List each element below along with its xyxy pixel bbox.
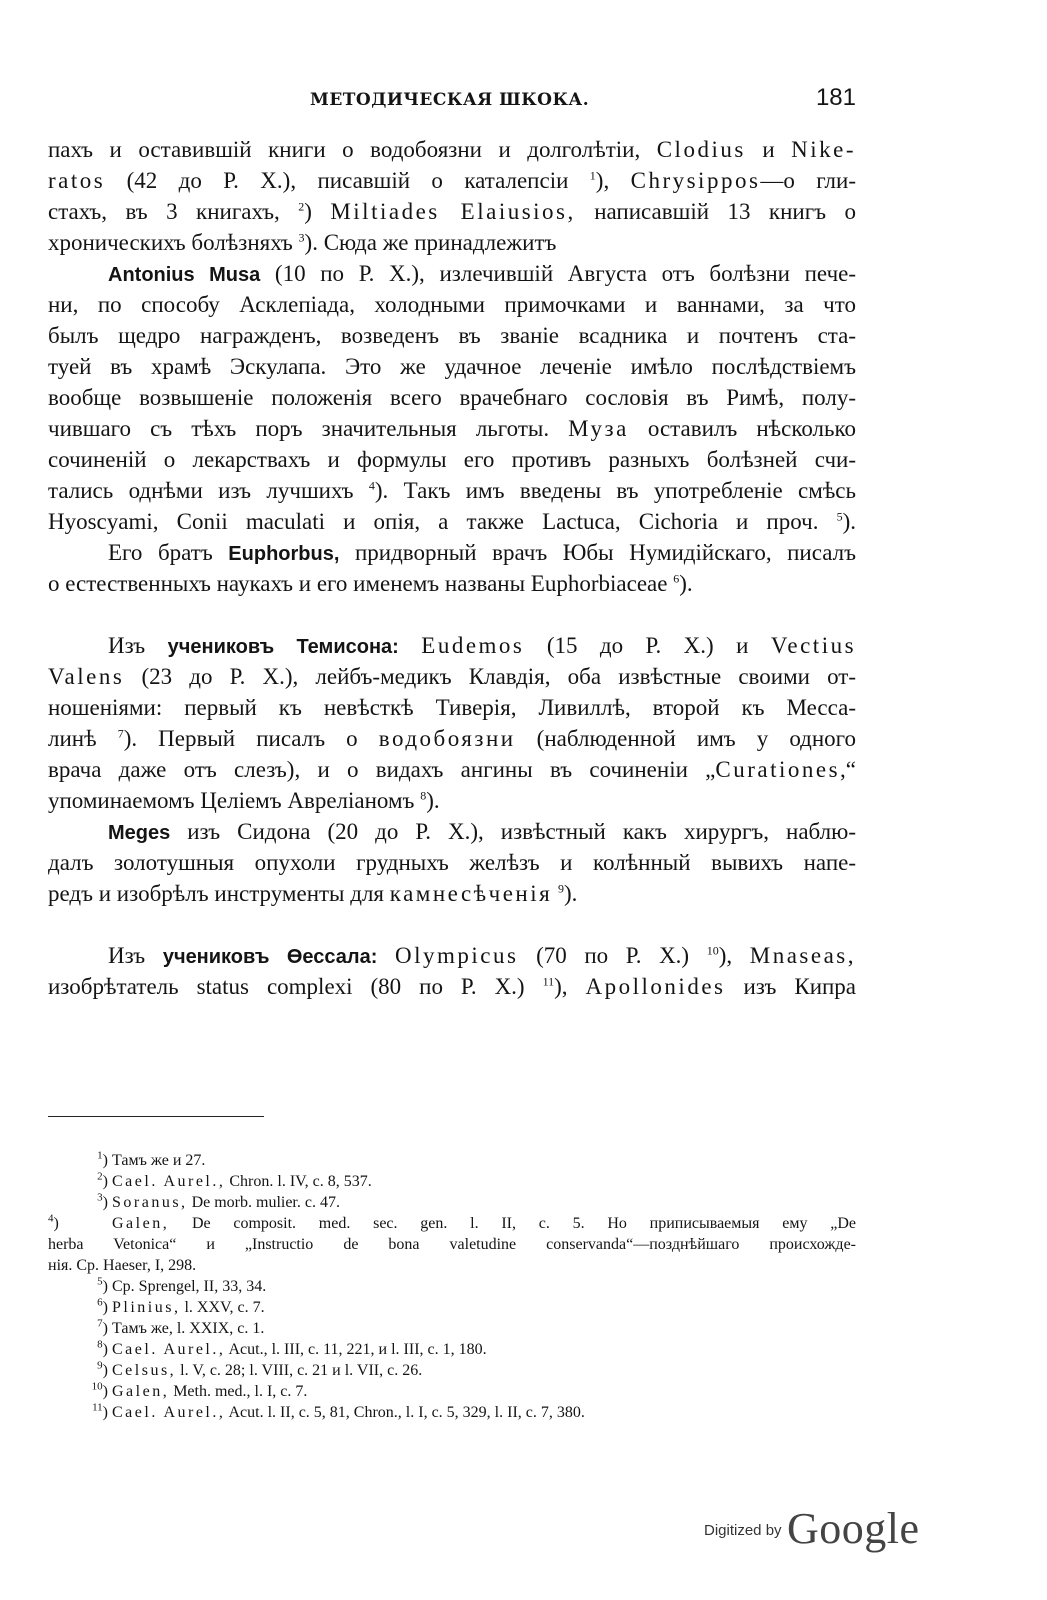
text-line: Meges изъ Сидона (20 до Р. X.), извѣстный какъ хирургъ, наблю- [108,819,856,844]
footnote-continuation: нія. Ср. Haeser, I, 298. [48,1257,197,1274]
text-line: линѣ $^7$). Первый писалъ о водобоязни (наблюденной имъ у одного [48,726,856,751]
paragraph-6 [48,940,856,1002]
text-line: Antonius Musa (10 по Р. X.), излечившій Августа отъ болѣзни пече- [108,261,856,286]
footnotes [48,1150,856,1423]
footnote: $^{11}$) Cael. Aurel., Acut. l. II, c. 5, 81, Chron., l. I, c. 5, 329, l. II, c. 7, 380. [92,1401,585,1421]
text-line: былъ щедро награжденъ, возведенъ въ званіе всадника и почтенъ ста- [48,323,856,348]
body-text [48,134,856,1002]
person-name: Antonius Musa [108,264,261,286]
footnote: $^4$) Galen, De composit. med. sec. gen. l. II, c. 5. Но приписываемыя ему „De [48,1212,857,1232]
paragraph-3 [48,537,856,599]
text-line: ratos (42 до Р. X.), писавшій о каталепсіи $^1$), Chrysippos—о гли- [48,168,856,193]
paragraph-1 [48,134,856,258]
text-line: о естественныхъ наукахъ и его именемъ названы Euphorbiaceae $^6$). [48,571,693,596]
google-logo: Google [787,1504,920,1553]
footnote-divider [48,1116,264,1117]
footnote: $^7$) Тамъ же, l. XXIX, c. 1. [97,1317,265,1337]
person-name: Euphorbus, [228,543,340,565]
running-title: МЕТОДИЧЕСКАЯ ШКОКА. [310,90,590,110]
text-line: Hyoscyami, Conii maculati и опія, а также Lactuca, Cichoria и проч. $^5$). [48,509,856,534]
text-line: ни, по способу Асклепіада, холодными примочками и ваннами, за что [48,292,856,317]
text-line: сочиненій о лекарствахъ и формулы его противъ разныхъ болѣзней счи- [48,447,856,472]
text-line: далъ золотушныя опухоли грудныхъ желѣзъ и колѣнный вывихъ напе- [48,850,856,875]
text-line: Его братъ Euphorbus, придворный врачъ Юбы Нумидійскаго, писалъ [108,540,856,565]
paragraph-4 [48,630,856,816]
text-line: врача даже отъ слезъ), и о видахъ ангины въ сочиненіи „Curationes,“ [48,757,856,782]
footnote: $^1$) Тамъ же и 27. [97,1149,206,1169]
footnote: $^{10}$) Galen, Meth. med., l. I, c. 7. [91,1380,308,1400]
footnote: $^5$) Ср. Sprengel, II, 33, 34. [97,1275,267,1295]
page-header [48,84,856,118]
digitized-by-label: Digitized by [704,1522,782,1539]
text-line: чившаго съ тѣхъ поръ значительныя льготы. Муза оставилъ нѣсколько [48,416,856,441]
footnote: $^6$) Plinius, l. XXV, c. 7. [97,1296,265,1316]
footnote: $^3$) Soranus, De morb. mulier. c. 47. [97,1191,340,1211]
text-line: Изъ учениковъ Өессала: Olympicus (70 по Р. X.) $^{10}$), Mnaseas, [108,943,856,968]
text-line: редъ и изобрѣлъ инструменты для камнесѣченія $^9$). [48,881,578,906]
paragraph-2 [48,258,856,537]
text-line: туей въ храмѣ Эскулапа. Это же удачное леченіе имѣло послѣдствіемъ [48,354,856,379]
text-line: Изъ учениковъ Темисона: Eudemos (15 до Р. X.) и Vectius [108,633,856,658]
person-name: Meges [108,822,171,844]
footnote: $^9$) Celsus, l. V, c. 28; l. VIII, c. 21 и l. VII, c. 26. [97,1359,423,1379]
text-line: изобрѣтатель status complexi (80 по Р. X.) $^{11}$), Apollonides изъ Кипра [48,974,856,999]
text-line: хроническихъ болѣзняхъ $^3$). Сюда же принадлежитъ [48,230,557,255]
footnote: $^2$) Cael. Aurel., Chron. l. IV, c. 8, 537. [97,1170,372,1190]
text-line: тались однѣми изъ лучшихъ $^4$). Такъ имъ введены въ употребленіе смѣсь [48,478,856,503]
text-line: вообще возвышеніе положенія всего врачебнаго сословія въ Римѣ, полу- [48,385,856,410]
text-line: стахъ, въ 3 книгахъ, $^2$) Miltiades Elaiusios, написавшій 13 книгъ о [48,199,856,224]
text-line: ношеніями: первый къ невѣсткѣ Тиверія, Ливиллѣ, второй къ Месса- [48,695,856,720]
text-line: Valens (23 до Р. X.), лейбъ-медикъ Клавдія, оба извѣстные своими от- [48,664,856,689]
text-line: пахъ и оставившій книги о водобоязни и долголѣтіи, Clodius и Nike- [48,137,856,162]
page-number: 181 [815,84,856,111]
footnote-continuation: herba Vetonica“ и „Instructio de bona valetudine conservanda“—позднѣйшаго происхожде- [48,1236,856,1253]
paragraph-5 [48,816,856,909]
section-heading: учениковъ Өессала: [162,946,378,968]
footnote: $^8$) Cael. Aurel., Acut., l. III, c. 11, 221, и l. III, c. 1, 180. [97,1338,487,1358]
section-heading: учениковъ Темисона: [167,636,399,658]
text-line: упоминаемомъ Целіемъ Авреліаномъ $^8$). [48,788,440,813]
